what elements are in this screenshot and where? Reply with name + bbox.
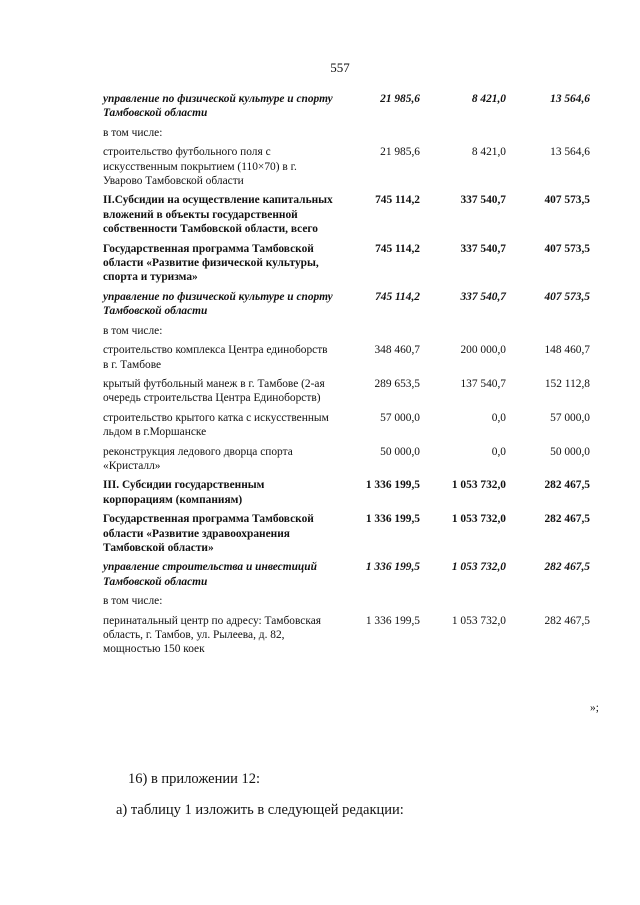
value-total: 21 985,6 — [380, 93, 420, 105]
value-year-2: 407 573,5 — [544, 290, 590, 303]
value-year-2: 50 000,0 — [550, 445, 590, 458]
budget-table — [103, 92, 590, 662]
row-label: в том числе: — [103, 324, 163, 337]
row-label: крытый футбольный манеж в г. Тамбове (2-ая очередь строительства Центра Единоборств) — [103, 377, 325, 405]
value-total: 1 336 199,5 — [365, 479, 420, 492]
value-year-2: 407 573,5 — [544, 194, 590, 207]
value-year-1: 137 540,7 — [460, 377, 506, 390]
row-label: Государственная программа Тамбовской области «Развитие физической культуры, спорта и туризма» — [103, 242, 319, 284]
table-row — [103, 126, 590, 145]
value-year-1: 0,0 — [491, 411, 506, 424]
value-total: 21 985,6 — [380, 146, 420, 159]
value-year-2: 152 112,8 — [544, 377, 590, 390]
value-year-2: 13 564,6 — [550, 146, 590, 159]
value-year-1 — [420, 126, 506, 145]
table-row — [103, 324, 590, 343]
row-label: Государственная программа Тамбовской области «Развитие здравоохранения Тамбовской области» — [103, 513, 314, 554]
value-total: 348 460,7 — [374, 344, 420, 357]
row-label: строительство комплекса Центра единоборств в г. Тамбове — [103, 344, 328, 371]
value-year-2: 148 460,7 — [544, 344, 590, 357]
value-total: 57 000,0 — [380, 411, 420, 424]
paragraph-subitem-a: а) таблицу 1 изложить в следующей редакции: — [116, 802, 404, 818]
value-year-2: 282 467,5 — [544, 479, 590, 492]
value-total — [339, 324, 420, 343]
value-year-1: 200 000,0 — [460, 344, 506, 357]
table-row — [103, 614, 590, 662]
row-label: строительство крытого катка с искусственным льдом в г.Моршанске — [103, 411, 329, 439]
value-total: 745 114,2 — [375, 242, 420, 255]
value-total: 1 336 199,5 — [365, 614, 420, 627]
table-row — [103, 445, 590, 479]
table-row — [103, 92, 590, 126]
value-year-1: 1 053 732,0 — [451, 513, 506, 526]
page-number: 557 — [330, 60, 350, 75]
paragraph-item-16: 16) в приложении 12: — [128, 771, 261, 787]
value-year-2: 282 467,5 — [544, 513, 590, 526]
value-year-1: 337 540,7 — [460, 290, 506, 303]
value-year-1: 337 540,7 — [460, 242, 506, 255]
value-year-1: 8 421,0 — [471, 146, 506, 159]
table-row — [103, 377, 590, 411]
value-year-1: 337 540,7 — [460, 194, 506, 207]
value-year-1: 0,0 — [491, 445, 506, 458]
value-total: 1 336 199,5 — [365, 561, 420, 574]
table-row — [103, 512, 590, 560]
table-row — [103, 560, 590, 594]
row-label: II.Субсидии на осуществление капитальных вложений в объекты государственной собственности Тамбовской области, всего — [103, 194, 333, 236]
table-row — [103, 411, 590, 445]
closing-quote-mark: »; — [590, 702, 599, 714]
value-year-2: 407 573,5 — [544, 242, 590, 255]
value-year-1: 1 053 732,0 — [451, 614, 506, 627]
table-row — [103, 594, 590, 613]
value-year-2: 57 000,0 — [550, 411, 590, 424]
row-label: управление строительства и инвестиций Тамбовской области — [103, 561, 317, 588]
table-row — [103, 193, 590, 241]
value-total: 1 336 199,5 — [365, 513, 420, 526]
value-year-1 — [420, 594, 506, 613]
table-row — [103, 478, 590, 512]
value-total: 745 114,2 — [375, 290, 420, 303]
row-label: III. Субсидии государственным корпорациям (компаниям) — [103, 479, 265, 506]
value-total — [339, 126, 420, 145]
value-total — [339, 594, 420, 613]
row-label: строительство футбольного поля с искусственным покрытием (110×70) в г. Уварово Тамбовской области — [103, 146, 297, 188]
value-year-2: 282 467,5 — [544, 614, 590, 627]
row-label: управление по физической культуре и спорту Тамбовской области — [103, 93, 333, 120]
value-total: 50 000,0 — [380, 445, 420, 458]
value-year-1: 8 421,0 — [471, 93, 506, 105]
row-label: реконструкция ледового дворца спорта «Кристалл» — [103, 445, 293, 472]
table-row — [103, 145, 590, 193]
value-year-2: 282 467,5 — [544, 561, 590, 574]
value-year-2 — [506, 126, 590, 145]
table-row — [103, 343, 590, 377]
value-total: 289 653,5 — [374, 377, 420, 390]
value-year-2 — [506, 594, 590, 613]
row-label: в том числе: — [103, 595, 163, 608]
value-year-2 — [506, 324, 590, 343]
row-label: управление по физической культуре и спорту Тамбовской области — [103, 290, 333, 318]
value-year-1: 1 053 732,0 — [451, 479, 506, 492]
row-label: перинатальный центр по адресу: Тамбовская область, г. Тамбов, ул. Рылеева, д. 82, мощностью 150 коек — [103, 614, 321, 656]
value-year-2: 13 564,6 — [550, 93, 590, 105]
row-label: в том числе: — [103, 126, 163, 139]
value-year-1 — [420, 324, 506, 343]
table-row — [103, 242, 590, 290]
value-year-1: 1 053 732,0 — [451, 561, 506, 574]
table-row — [103, 290, 590, 324]
value-total: 745 114,2 — [375, 194, 420, 207]
